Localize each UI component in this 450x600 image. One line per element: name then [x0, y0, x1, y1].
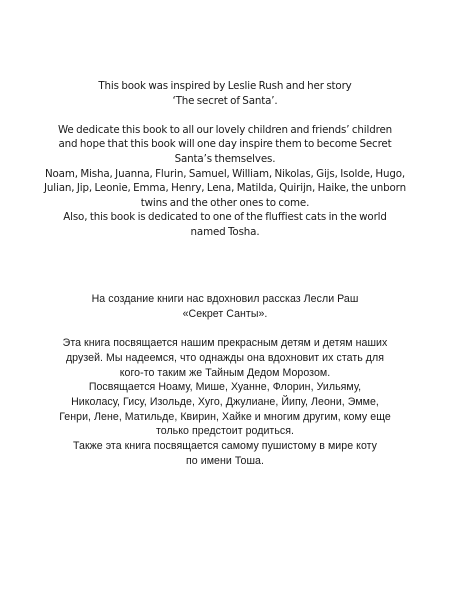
english-inspiration-line: This book was inspired by Leslie Rush and her story: [98, 80, 352, 92]
english-dedication-paragraph: [0, 123, 450, 240]
english-cat-line: Also, this book is dedicated to one of the fluffiest cats in the world: [63, 211, 387, 224]
russian-dedication: [0, 292, 450, 468]
russian-names-line: Генри, Лене, Матильде, Квирин, Хайке и многим другим, кому еще: [59, 410, 391, 423]
russian-dedication-paragraph: [0, 336, 450, 468]
english-dedication-line: Santa’s themselves.: [174, 152, 276, 165]
english-dedication-line: We dedicate this book to all our lovely children and friends’ children: [57, 123, 393, 136]
russian-story-title-line: «Секрет Санты».: [182, 307, 268, 320]
russian-cat-line: Также эта книга посвящается самому пушистому в мире коту: [72, 440, 378, 453]
russian-names-line: Николасу, Гису, Изольде, Хуго, Джулиане, Йипу, Леони, Эмме,: [71, 395, 379, 408]
russian-names-line: только предстоит родиться.: [155, 425, 295, 438]
english-names-line: Julian, Jip, Leonie, Emma, Henry, Lena, Matilda, Quirijn, Haike, the unborn: [44, 182, 406, 195]
russian-inspiration-paragraph: [0, 292, 450, 321]
english-story-title-line: ‘The secret of Santa’.: [172, 94, 278, 107]
russian-dedication-line: кого-то таким же Тайным Дедом Морозом.: [119, 366, 331, 379]
english-dedication: [0, 79, 450, 240]
russian-inspiration-line: На создание книги нас вдохновил рассказ Лесли Раш: [91, 293, 359, 305]
russian-cat-line: по имени Тоша.: [186, 454, 264, 467]
english-names-line: Noam, Misha, Juanna, Flurin, Samuel, William, Nikolas, Gijs, Isolde, Hugo,: [44, 167, 406, 180]
russian-names-line: Посвящается Ноаму, Мише, Хуанне, Флорин, Уильяму,: [88, 381, 362, 394]
english-names-line: twins and the other ones to come.: [140, 196, 310, 209]
russian-dedication-line: Эта книга посвящается нашим прекрасным детям и детям наших: [62, 337, 388, 350]
english-inspiration-paragraph: [0, 79, 450, 108]
english-cat-line: named Tosha.: [190, 225, 260, 238]
russian-dedication-line: друзей. Мы надеемся, что однажды она вдохновит их стать для: [65, 351, 385, 364]
english-dedication-line: and hope that this book will one day inspire them to become Secret: [58, 138, 392, 151]
